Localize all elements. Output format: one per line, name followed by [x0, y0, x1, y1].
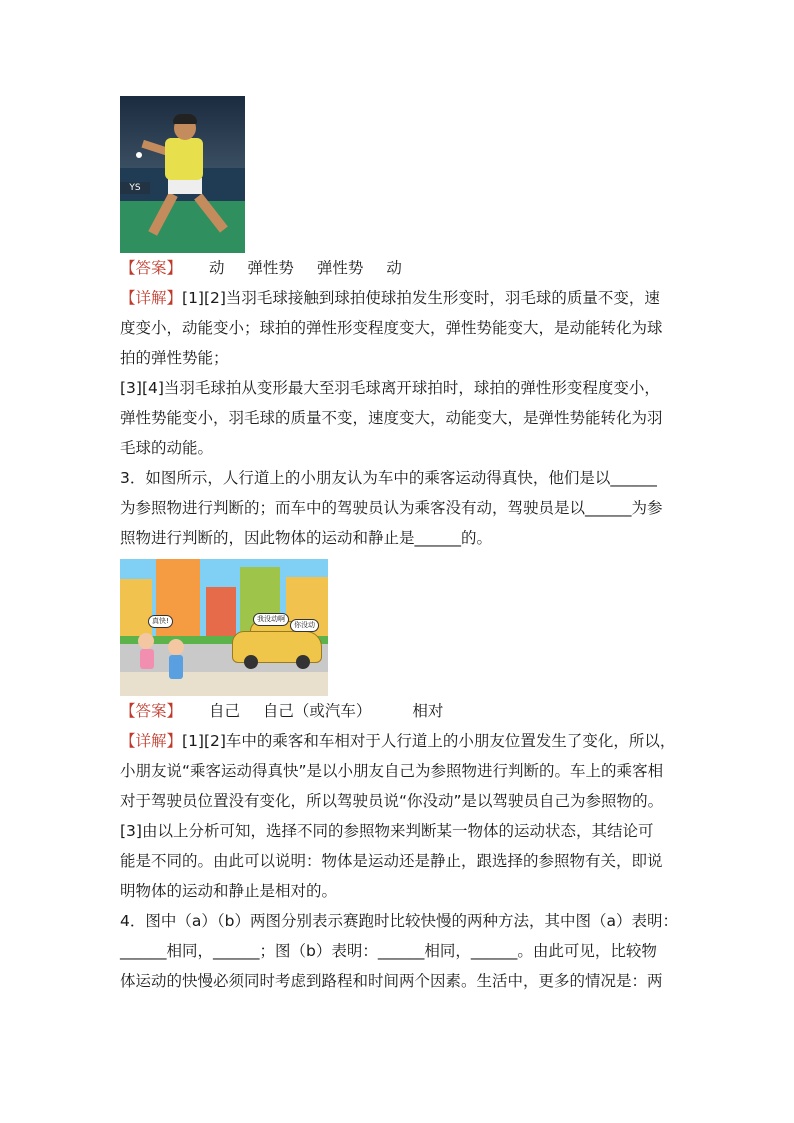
q3-question-line: 为参照物进行判断的；而车中的驾驶员认为乘客没有动，驾驶员是以______为参: [120, 499, 663, 517]
answer-item: 弹性势: [316, 259, 364, 277]
q3-detail-line: 对于驾驶员位置没有变化，所以驾驶员说“你没动”是以驾驶员自己为参照物的。: [120, 792, 664, 810]
child-boy: [169, 655, 183, 679]
answer-label: 【答案】: [120, 259, 183, 277]
car-wheel: [296, 655, 310, 669]
answer-item: 自己（或汽车）: [262, 702, 372, 720]
speech-bubble-driver: 你没动: [290, 619, 319, 632]
ad-board: YS: [120, 182, 150, 194]
detail-text: [1][2]车中的乘客和车相对于人行道上的小朋友位置发生了变化，所以，: [182, 732, 676, 750]
answer-item: 自己: [208, 702, 240, 720]
q2-detail-line: 毛球的动能。: [120, 439, 214, 457]
building: [120, 579, 152, 639]
answer-item: 相对: [412, 702, 444, 720]
q2-detail-line: 弹性势能变小，羽毛球的质量不变，速度变大，动能变大，是弹性势能转化为羽: [120, 409, 663, 427]
street-cartoon-illustration: [120, 559, 328, 696]
detail-text: [1][2]当羽毛球接触到球拍使球拍发生形变时，羽毛球的质量不变，速: [182, 289, 660, 307]
answer-item: 动: [386, 259, 402, 277]
sidewalk: [120, 672, 328, 696]
q3-detail-line: [3]由以上分析可知，选择不同的参照物来判断某一物体的运动状态，其结论可: [120, 822, 654, 840]
q3-detail-line: 小朋友说“乘客运动得真快”是以小朋友自己为参照物进行判断的。车上的乘客相: [120, 762, 664, 780]
speech-bubble-children: 真快!: [148, 615, 173, 628]
q2-detail-line: [3][4]当羽毛球拍从变形最大至羽毛球离开球拍时，球拍的弹性形变程度变小，: [120, 379, 660, 397]
q3-answer-line: [120, 696, 680, 726]
child-boy-head: [168, 639, 184, 655]
shuttlecock: [136, 152, 142, 158]
building: [206, 587, 236, 639]
player-hair: [173, 114, 197, 124]
q2-detail-line: 度变小，动能变小；球拍的弹性形变程度变大，弹性势能变大，是动能转化为球: [120, 319, 663, 337]
q3-question-line: 3．如图所示，人行道上的小朋友认为车中的乘客运动得真快，他们是以______: [120, 469, 657, 487]
answer-label: 【答案】: [120, 702, 183, 720]
q3-detail-line: [120, 726, 680, 756]
badminton-player-photo: [120, 96, 245, 253]
player-shorts: [168, 178, 202, 194]
q4-question-line: 4．图中（a）（b）两图分别表示赛跑时比较快慢的两种方法，其中图（a）表明：: [120, 912, 678, 930]
q3-detail-line: 能是不同的。由此可以说明：物体是运动还是静止，跟选择的参照物有关，即说: [120, 852, 663, 870]
q3-question-line: 照物进行判断的，因此物体的运动和静止是______的。: [120, 529, 493, 547]
speech-bubble-passenger: 我没动啊: [253, 613, 289, 626]
detail-label: 【详解】: [120, 732, 183, 750]
player-shirt: [165, 138, 203, 180]
answer-item: 弹性势: [247, 259, 294, 277]
q2-detail-line: 拍的弹性势能；: [120, 349, 229, 367]
q2-answer-line: [120, 253, 680, 283]
q4-question-line: 体运动的快慢必须同时考虑到路程和时间两个因素。生活中，更多的情况是：两: [120, 972, 663, 990]
car-wheel: [244, 655, 258, 669]
answer-item: 动: [208, 259, 225, 277]
q4-question-line: ______相同，______；图（b）表明：______相同，______。由此可见，比较物: [120, 942, 657, 960]
q2-detail-line: [120, 283, 680, 313]
child-girl: [140, 649, 154, 669]
q3-detail-line: 明物体的运动和静止是相对的。: [120, 882, 338, 900]
document-content: [120, 96, 680, 996]
detail-label: 【详解】: [120, 289, 183, 307]
child-girl-head: [138, 633, 154, 649]
